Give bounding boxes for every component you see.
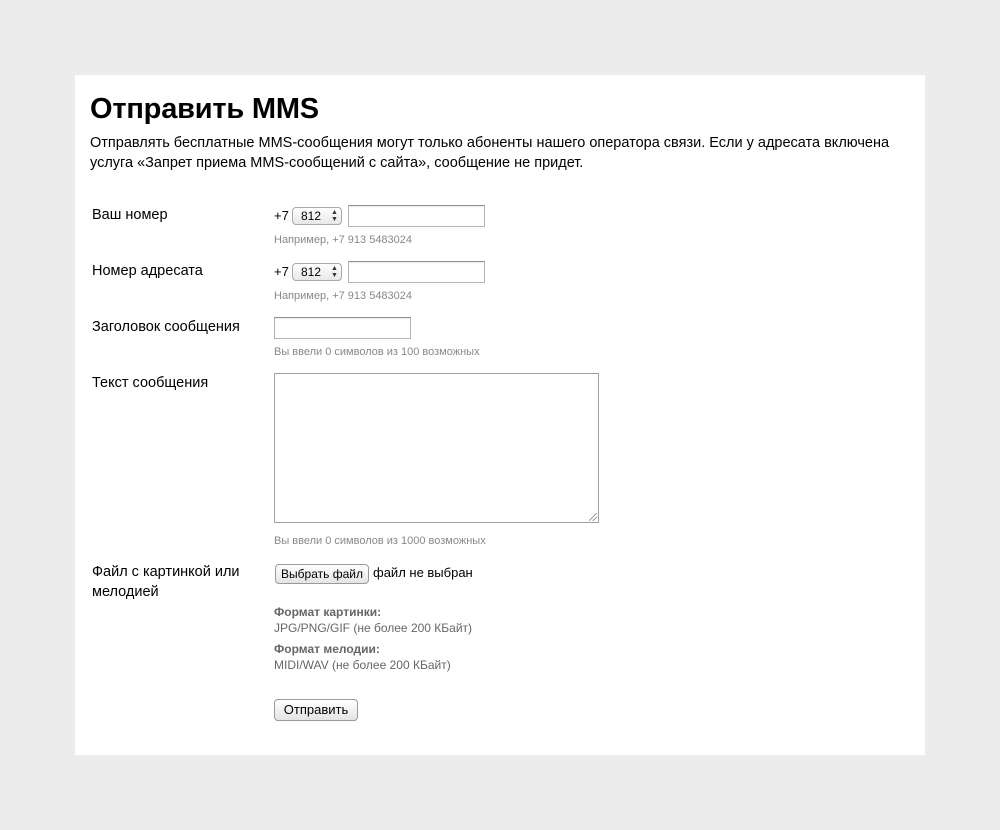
- image-format-value: JPG/PNG/GIF (не более 200 КБайт): [274, 621, 473, 635]
- recipient-hint: Например, +7 913 5483024: [274, 290, 413, 302]
- message-char-counter: Вы ввели 0 символов из 1000 возможных: [274, 535, 486, 547]
- audio-format-value: MIDI/WAV (не более 200 КБайт): [274, 658, 451, 672]
- page-title: Отправить MMS: [90, 93, 319, 125]
- sender-label: Ваш номер: [92, 207, 168, 223]
- subject-input[interactable]: [274, 317, 411, 339]
- sender-prefix: +7: [274, 208, 289, 223]
- recipient-prefix: +7: [274, 264, 289, 279]
- message-textarea[interactable]: [274, 373, 599, 523]
- mms-form-panel: [75, 75, 925, 755]
- sender-number-input[interactable]: [348, 205, 485, 227]
- resize-grip-icon[interactable]: [589, 513, 597, 521]
- updown-arrows-icon: ▲ ▼: [331, 265, 338, 279]
- file-label-line1: Файл с картинкой или: [92, 564, 240, 580]
- choose-file-button[interactable]: Выбрать файл: [275, 564, 369, 584]
- file-status: файл не выбран: [373, 565, 473, 580]
- recipient-number-input[interactable]: [348, 261, 485, 283]
- recipient-label: Номер адресата: [92, 263, 203, 279]
- sender-code-select[interactable]: [292, 207, 342, 225]
- recipient-code-select[interactable]: [292, 263, 342, 281]
- submit-button[interactable]: Отправить: [274, 699, 358, 721]
- updown-arrows-icon: ▲ ▼: [331, 209, 338, 223]
- sender-hint: Например, +7 913 5483024: [274, 234, 413, 246]
- recipient-code-value: 812: [301, 265, 322, 279]
- image-format-title: Формат картинки:: [274, 605, 382, 619]
- intro-text: Отправлять бесплатные MMS-сообщения могут только абоненты нашего оператора связи. Если у адресата включена услуга «Запрет приема MMS-сообщений с сайта», сообщение не придет.: [90, 135, 890, 171]
- file-label-line2: мелодией: [92, 584, 159, 600]
- subject-char-counter: Вы ввели 0 символов из 100 возможных: [274, 346, 480, 358]
- file-label: [92, 562, 240, 602]
- subject-label: Заголовок сообщения: [92, 319, 240, 335]
- sender-code-value: 812: [301, 209, 322, 223]
- message-label: Текст сообщения: [92, 375, 209, 391]
- audio-format-title: Формат мелодии:: [274, 642, 380, 656]
